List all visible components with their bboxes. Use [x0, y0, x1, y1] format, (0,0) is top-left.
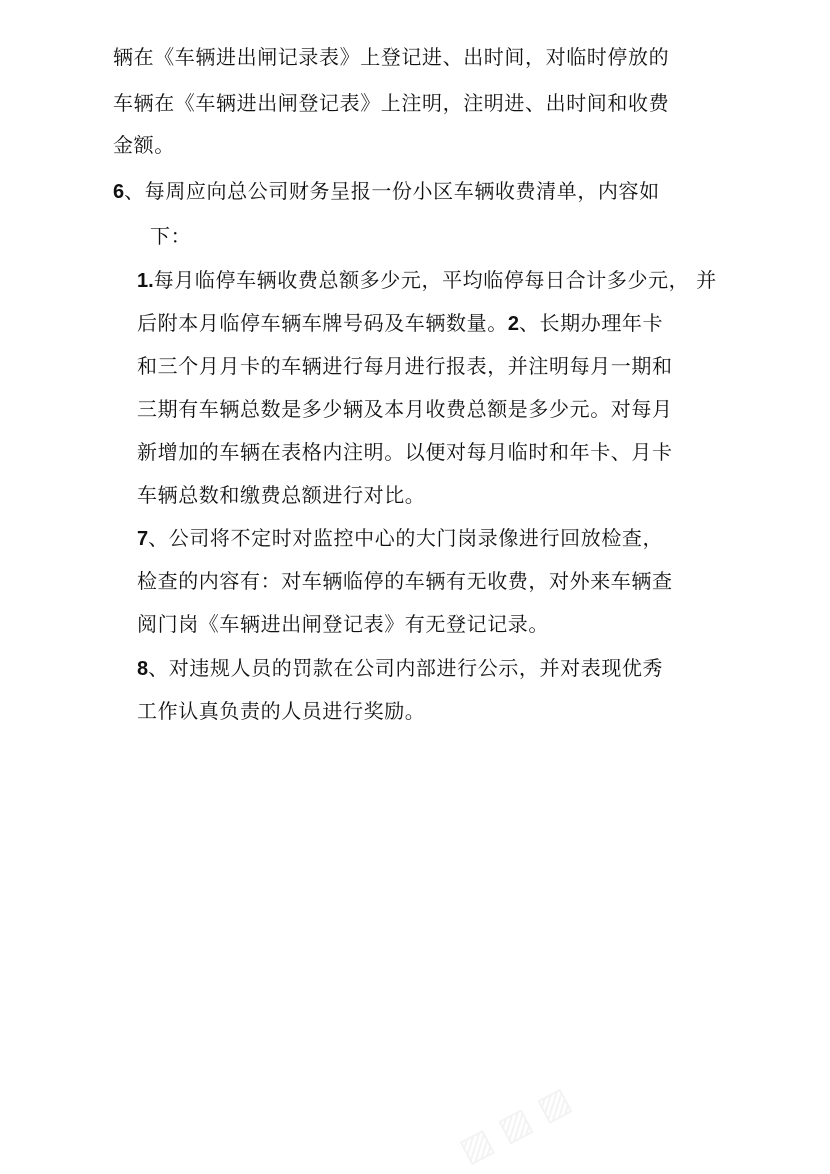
text-line: 车辆总数和缴费总额进行对比。 [137, 483, 426, 507]
text-line: 车辆在《车辆进出闸登记表》上注明，注明进、出时间和收费 [113, 91, 670, 115]
text-line: 阅门岗《车辆进出闸登记表》有无登记记录。 [137, 612, 549, 636]
item-number: 6 [113, 181, 125, 203]
text-line: 工作认真负责的人员进行奖励。 [137, 699, 426, 723]
item-number: 1. [137, 270, 154, 292]
item-number: 8 [137, 658, 149, 680]
sub-item-1-line: 1.每月临停车辆收费总额多少元，平均临停每日合计多少元， 并 [137, 268, 717, 292]
text-line: 金额。 [113, 133, 175, 157]
item-7-line: 7、公司将不定时对监控中心的大门岗录像进行回放检查， [137, 526, 664, 550]
text-line: 后附本月临停车辆车牌号码及车辆数量。2、长期办理年卡 [137, 311, 664, 335]
watermark-mark: ▨ ▨ ▨ [452, 1079, 578, 1171]
text-line: 下： [150, 224, 192, 248]
text-line: 和三个月月卡的车辆进行每月进行报表，并注明每月一期和 [137, 354, 673, 378]
item-8-line: 8、对违规人员的罚款在公司内部进行公示，并对表现优秀 [137, 656, 664, 680]
item-6-line: 6、每周应向总公司财务呈报一份小区车辆收费清单，内容如 [113, 179, 660, 203]
item-number: 7 [137, 528, 149, 550]
text-line: 辆在《车辆进出闸记录表》上登记进、出时间，对临时停放的 [113, 45, 670, 69]
text-line: 检查的内容有：对车辆临停的车辆有无收费，对外来车辆查 [137, 569, 673, 593]
text-line: 三期有车辆总数是多少辆及本月收费总额是多少元。对每月 [137, 397, 673, 421]
item-number: 2 [507, 313, 519, 335]
text-line: 新增加的车辆在表格内注明。以便对每月临时和年卡、月卡 [137, 440, 673, 464]
